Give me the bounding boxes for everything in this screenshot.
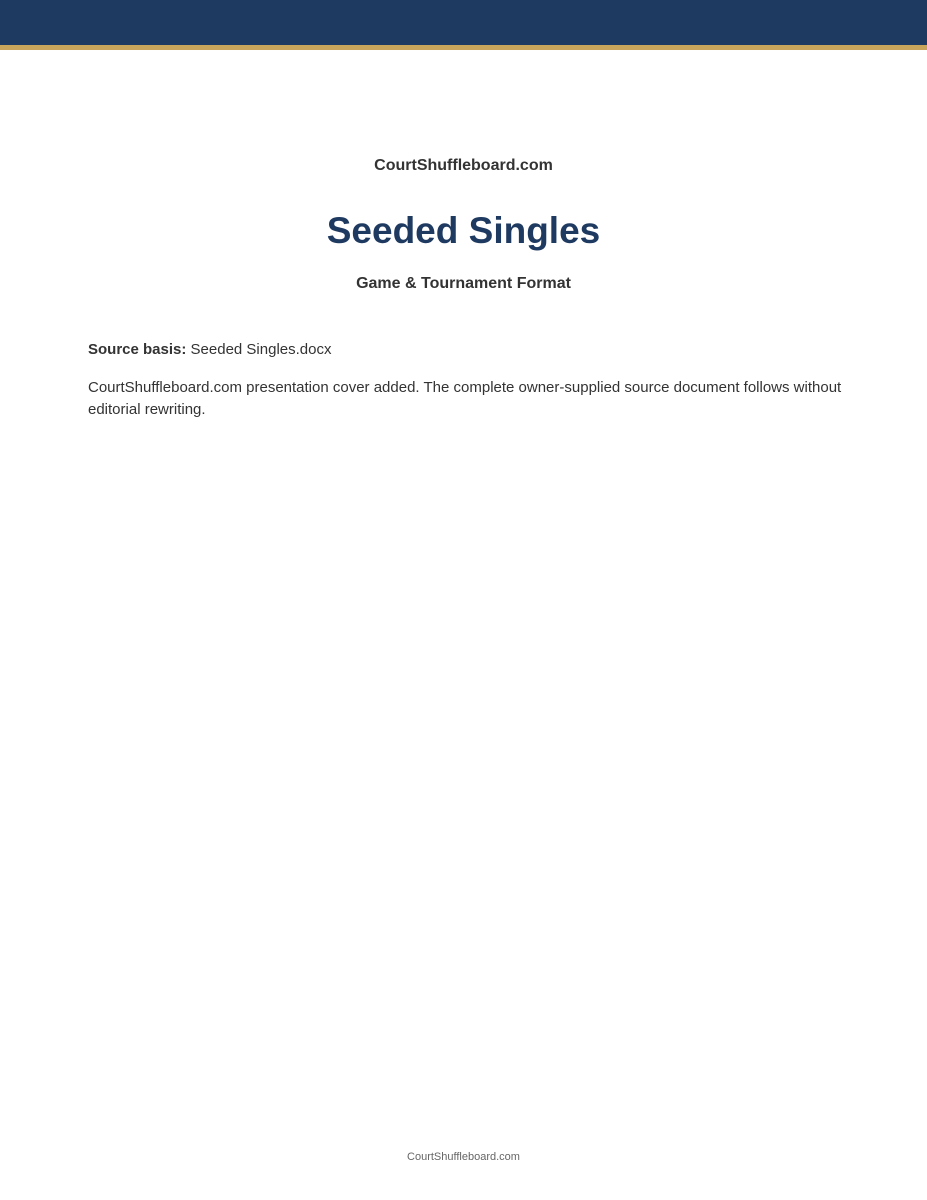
source-basis-value: Seeded Singles.docx	[190, 341, 332, 358]
header-band	[0, 0, 927, 45]
site-name: CourtShuffleboard.com	[374, 157, 553, 174]
page-footer: CourtShuffleboard.com	[407, 1151, 520, 1163]
document-subtitle: Game & Tournament Format	[356, 275, 571, 292]
source-basis-line	[88, 340, 848, 360]
source-basis-label: Source basis:	[88, 341, 187, 358]
presentation-note: CourtShuffleboard.com presentation cover added. The complete owner-supplied source document follows without editorial rewriting.	[88, 379, 842, 418]
header-accent-stripe	[0, 45, 927, 50]
document-title: Seeded Singles	[326, 210, 601, 251]
